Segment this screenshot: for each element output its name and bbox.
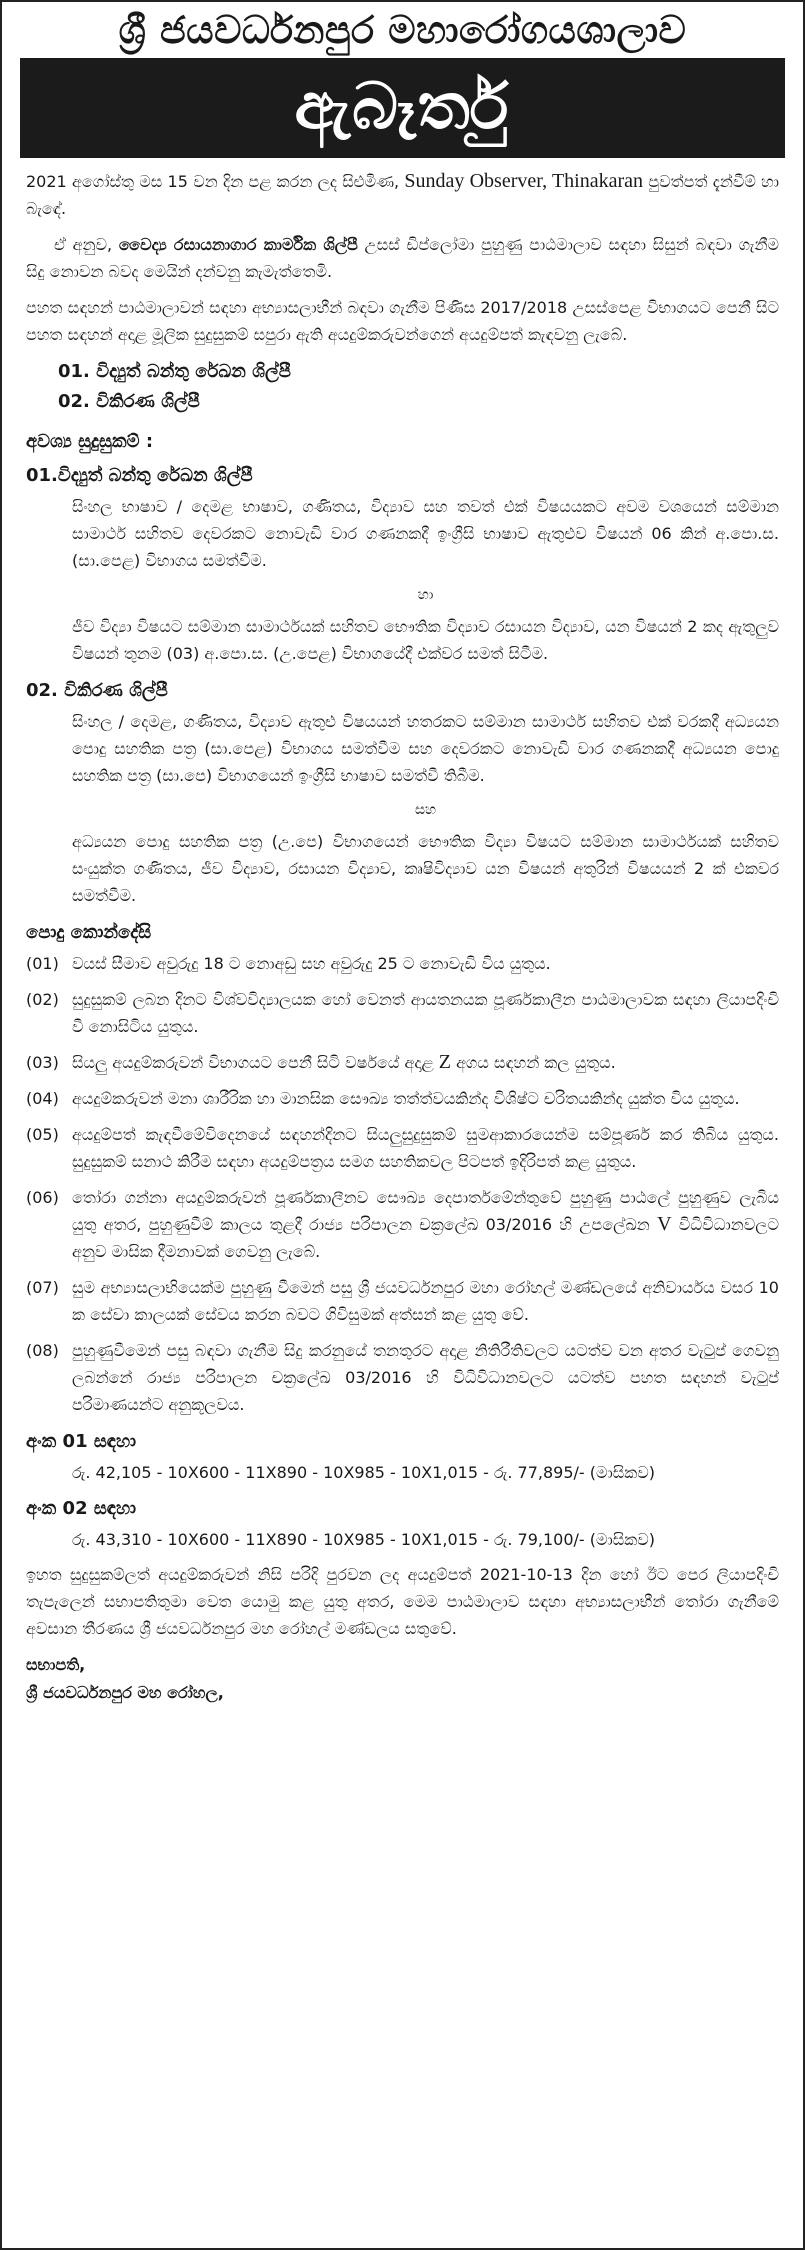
condition-item	[26, 1085, 779, 1112]
intro-text-c: පුවත්පත් දැන්වීම් හා බැඳේ.	[26, 171, 779, 218]
condition-number: (08)	[26, 1340, 59, 1360]
z-score-letter: Z	[438, 1050, 451, 1073]
condition-text	[72, 1049, 779, 1076]
section2-or: සහ	[414, 801, 437, 818]
condition-item	[26, 1049, 779, 1076]
section2-heading: 02. විකිරණ ශිල්පී	[26, 679, 168, 701]
signature-title: සභාපති,	[26, 1654, 86, 1674]
condition-item	[26, 1184, 779, 1265]
condition-text: සුදුසුකම් ලබන දිනට විශ්වවිද්‍යාලයක හෝ වෙනත් ආයතනයක පූර්ණකාලීන පාඨමාලාවක සඳහා ලියාපදිංචි වී නොසිටිය යුතුය.	[72, 989, 779, 1036]
condition-number: (04)	[26, 1088, 59, 1108]
salary2-scale: රු. 43,310 - 10X600 - 11X890 - 10X985 - 10X1,015 - රු. 79,100/- (මාසිකව)	[72, 1529, 655, 1549]
intro2-text-a: ඒ අනුව,	[54, 234, 119, 254]
general-conditions-heading: පොදු කොන්දේසි	[26, 921, 152, 943]
section1-or: හා	[417, 586, 434, 603]
condition-text: සුම අභ්‍යාසලාභියෙක්ම පුහුණු වීමෙන් පසු ශ්‍රී ජයවර්ධනපුර මහා රෝහල් මණ්ඩලයේ අනිවාර්යය වසර 10 ක සේවා කාලයක් සේවය කරන බවට ගිවිසුමක් අත්සන් කළ යුතු වේ.	[72, 1277, 779, 1324]
condition-text-b: විධිවිධානවලට අනුව මාසික දීමනාවක් ගෙවනු ලැබේ.	[72, 1214, 779, 1261]
condition-text: අයදුම්පත් කැඳවීමේවිදෙනයේ සඳහන්දිනට සියලුසුදුසුකම් සුමආකාරයෙන්ම සම්පූර්ණ කර තිබිය යුතුය. සුදුසුකම් සනාථ කිරීම සඳහා අයදුම්පත්‍රය සමග සහතිකවල පිටපත් ඉදිරිපත් කළ යුතුය.	[72, 1124, 779, 1171]
salary2-heading: අංක 02 සඳහා	[26, 1497, 137, 1519]
condition-text-a: තෝරා ගන්නා අයදුම්කරුවන් පූර්ණකාලීනව සෞඛ්‍ය දෙපාර්තමේන්තුවේ පුහුණු පාඨලේ පුහුණුව ලැබිය යුතු අතර, පුහුණුවීම් කාලය තුළදී රාජ්‍ය පරිපාලන චක්‍රලේඛ 03/2016 හි උපලේඛන	[72, 1187, 779, 1234]
intro-paragraph-3: පහත සඳහන් පාඨමාලාවන් සඳහා අභ්‍යාසලාභීන් බඳවා ගැනීම පිණිස 2017/2018 උසස්පෙළ විභාගයට පෙනී සිට පහත සඳහන් අදාළ මූලික සුදුසුකම් සපුරා ඇති අයදුම්කරුවන්ගෙන් අයදුම්පත් කැඳවනු ලැබේ.	[26, 297, 779, 344]
section2-text-2: අධ්‍යයන පොදු සහතික පත්‍ර (උ.පෙ) විභාගයෙන් භෞතික විද්‍යා විෂයට සම්මාන සාමාර්ථයක් සහිතව සංයුක්ත ගණිතය, ජීව විද්‍යාව, රසායන විද්‍යාව, කෘෂිවිද්‍යාව යන විෂයන් අතුරින් විෂයයන් 2 ක් එකවර සමත්වීම.	[72, 831, 779, 905]
section1-heading: 01.විද්‍යුත් බන්තු රේඛන ශිල්පී	[26, 464, 253, 486]
condition-item	[26, 1274, 779, 1328]
condition-number: (05)	[26, 1124, 59, 1144]
condition-text-a: සියලු අයදුම්කරුවන් විභාගයට පෙනී සිටි වර්ෂයේ අදාළ	[72, 1052, 439, 1072]
course-name: වෛද්‍ය රසායනාගාර කාර්මික ශිල්පී	[118, 234, 358, 254]
condition-number: (07)	[26, 1277, 59, 1297]
condition-item	[26, 1337, 779, 1418]
requirements-heading: අවශ්‍ය සුදුසුකම් :	[26, 430, 154, 452]
section2-body	[72, 708, 779, 909]
condition-number: (02)	[26, 989, 59, 1009]
condition-number: (06)	[26, 1187, 59, 1207]
condition-number: (03)	[26, 1052, 59, 1072]
section2-text-1: සිංහල / දෙමළ, ගණිතය, විද්‍යාව ඇතුළු විෂයයන් හතරකට සම්මාන සාමාර්ථ සහිතව එක් වරකදී අධ්‍යයන පොදු සහතික පත්‍ර (සා.පෙළ) විභාගය සමත්වීම සහ දෙවරකට නොවැඩි වාර ගණනකදී අධ්‍යයන පොදු සහතික පත්‍ර (සා.පෙ) විභාගයෙන් ඉංග්‍රීසි භාෂාව සමත්වී තිබීම.	[72, 711, 779, 785]
schedule-letter: V	[657, 1212, 672, 1235]
post-item-2: 02. විකිරණ ශිල්පී	[58, 390, 200, 412]
section1-body	[72, 493, 779, 667]
section1-text-2: ජීව විද්‍යා විෂයට සම්මාන සාමාර්ථයක් සහිතව භෞතික විද්‍යාව රසායන විද්‍යාව, යන විෂයන් 2 කද ඇතුලුව විෂයන් තුනම (03) අ.පො.ස. (උ.පෙළ) විභාගයේදී එක්වර සමත් සිටීම.	[72, 616, 779, 663]
post-list	[58, 357, 779, 417]
salary1-scale: රු. 42,105 - 10X600 - 11X890 - 10X985 - 10X1,015 - රු. 77,895/- (මාසිකව)	[72, 1462, 655, 1482]
condition-text-b: අගය සඳහන් කල යුතුය.	[450, 1052, 616, 1072]
signature-organization: ශ්‍රී ජයවර්ධනපුර මහ රෝහල,	[26, 1682, 224, 1702]
closing-paragraph: ඉහත සුදුසුකම්ලත් අයදුම්කරුවන් නිසි පරිදි පුරවන ලද අයදුම්පත් 2021-10-13 දින හෝ ඊට පෙර ලියාපදිංචි තැපැලෙන් සභාපතිතුමා වෙත යොමු කළ යුතු අතර, මෙම පාඨමාලාව සඳහා අභ්‍යාසලාභීන් තෝරා ගැනීමේ අවසාන තීරණය ශ්‍රී ජයවර්ධනපුර මහ රෝහල් මණ්ඩලය සතුවේ.	[26, 1564, 779, 1638]
notice-title-banner: ඇබෑර්තු	[20, 58, 785, 158]
section1-text-1: සිංහල භාෂාව / දෙමළ භාෂාව, ගණිතය, විද්‍යාව සහ තවත් එක් විෂයයකට අවම වශයෙන් සම්මාන සාමාර්ථ සහිතව දෙවරකට නොවැඩි වාර ගණනකදී ඉංග්‍රීසි භාෂාව ඇතුළුව විෂයන් 06 කින් අ.පො.ස. (සා.පෙළ) විභාගය සමත්වීම.	[72, 496, 779, 570]
intro2-text-c: උසස් ඩිප්ලෝමා පුහුණු පාඨමාලාව සඳහා සිසුන් බඳවා ගැනීම සිදු නොවන බවද මෙයින් දන්වනු කැමැත්තෙමි.	[26, 234, 779, 281]
intro-paragraph-2	[26, 231, 779, 285]
condition-text	[72, 1184, 779, 1265]
intro-paragraph-1	[26, 168, 779, 222]
intro-text-a: 2021 අගෝස්තු මස 15 වන දින පළ කරන ලද සිළුමිණ,	[26, 171, 405, 191]
salary1-heading: අංක 01 සඳහා	[26, 1430, 137, 1452]
post-item-1: 01. විද්‍යුත් බන්තු රේඛන ශිල්පී	[58, 360, 291, 382]
condition-number: (01)	[26, 953, 59, 973]
condition-item	[26, 950, 779, 977]
newspaper-names: Sunday Observer, Thinakaran	[404, 169, 644, 192]
condition-text: වයස් සීමාව අවුරුදු 18 ට නොඅඩු සහ අවුරුදු 25 ට නොවැඩි විය යුතුය.	[72, 953, 551, 973]
condition-item	[26, 1121, 779, 1175]
hospital-name: ශ්‍රී ජයවර්ධනපුර මහාරෝගයශාලාව	[118, 8, 687, 52]
condition-item	[26, 986, 779, 1040]
condition-text: පුහුණුවීමෙන් පසු බඳවා ගැනීම සිදු කරනුයේ තනතුරට අදාළ නිතිරීතිවලට යටත්ව වන අතර වැටුප් ගෙවනු ලබන්නේ රාජ්‍ය පරිපාලන චක්‍රලේඛ 03/2016 හි විධිවිධානවලට යටත්ව පහත සඳහන් වැටුප් පරිමාණයන්ට අනුකූලවය.	[72, 1340, 779, 1414]
condition-text: අයදුම්කරුවන් මනා ශාරීරික හා මානසික සෞඛ්‍ය තත්ත්වයකින්ද විශිෂ්ට චරිතයකින්ද යුක්ත විය යුතුය.	[72, 1088, 740, 1108]
